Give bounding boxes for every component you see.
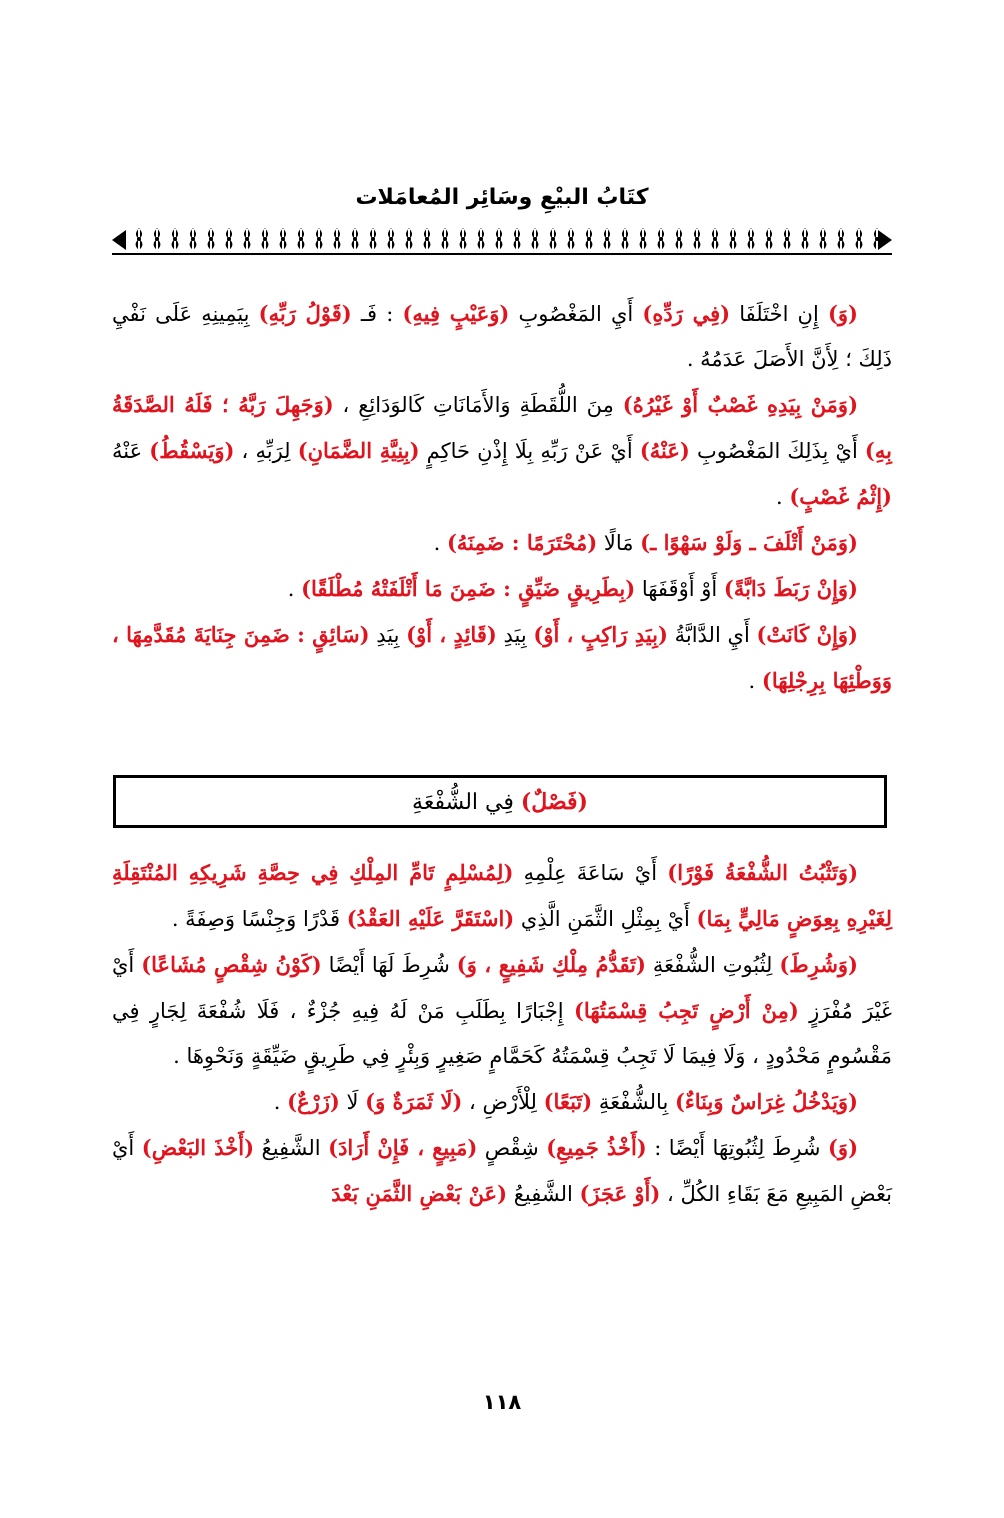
paragraph	[112, 850, 892, 942]
sharh-text: .	[433, 531, 447, 555]
matn-text: (وَإِنْ كَانَتْ)	[756, 622, 858, 647]
sharh-text: الشَّفِيعُ	[507, 1182, 580, 1206]
section-heading-box	[113, 775, 887, 828]
sharh-text: أَوْ أَوْقَفَهَا	[635, 577, 724, 601]
section-heading-label: (فَصْلٌ)	[520, 788, 588, 815]
paragraph	[112, 520, 892, 566]
matn-text: (وَ)	[827, 301, 858, 326]
matn-text: (عَنْهُ)	[639, 438, 690, 463]
matn-text: (سَائِقٍ : ضَمِنَ جِنَايَةَ مُقَدَّمِهَا ، وَوَطْئِهَا بِرِجْلِهَا)	[112, 622, 892, 693]
sharh-text: بِيَمِينِهِ عَلَى نَفْيِ ذَلِكَ ؛ لِأَنَّ الأَصَلَ عَدَمُهُ .	[112, 302, 892, 371]
sharh-text: أَيْ بِمِثْلِ الثَّمَنِ الَّذِي	[514, 907, 697, 931]
matn-text: (بِطَرِيقٍ ضَيِّقٍ : ضَمِنَ مَا أَتْلَفَتْهُ مُطْلَقًا)	[301, 576, 636, 601]
sharh-text: شُرِطَ لَهَا أَيْضًا	[321, 953, 457, 977]
sharh-text: .	[775, 485, 790, 509]
sharh-text: أَيِ الدَّابَّةُ	[667, 623, 757, 647]
matn-text: (لَا ثَمَرَةٌ وَ)	[365, 1089, 463, 1114]
matn-text: (أَخْذَ البَعْضِ)	[141, 1135, 255, 1160]
matn-text: (اسْتَقَرَّ عَلَيْهِ العَقْدُ)	[346, 906, 515, 931]
sharh-text: أَيِ المَغْصُوبِ	[509, 302, 643, 326]
section-heading-title: فِي الشُّفْعَةِ	[412, 789, 514, 815]
matn-text: (وَمَنْ بِيَدِهِ غَصْبٌ أَوْ غَيْرُهُ)	[622, 392, 859, 417]
paragraph	[112, 566, 892, 612]
matn-text: (وَيَدْخُلُ غِرَاسٌ وَبِنَاءٌ)	[674, 1089, 858, 1114]
sharh-text: بِيَدِ	[369, 623, 407, 647]
sharh-text: إِجْبَارًا بِطَلَبِ مَنْ لَهُ فِيهِ جُزْءٌ ، فَلَا شُفْعَةَ لِجَارٍ فِي مَقْسُومٍ مَحْدُودٍ ، وَلَا فِيمَا لَا تَجِبُ قِسْمَتُهُ كَحَمَّامٍ صَغِيرٍ وَبِئْرٍ فِي طَرِيقٍ ضَيِّقَةٍ وَنَحْوِهَا .	[112, 999, 892, 1068]
matn-text: (بِيَدِ رَاكِبٍ ، أَوْ)	[533, 622, 668, 647]
matn-text: (وَ)	[828, 1135, 859, 1160]
matn-text: (تَبَعًا)	[543, 1089, 593, 1114]
sharh-text: لَا	[339, 1090, 366, 1114]
matn-text: (وَعَيْبٍ فِيهِ)	[402, 301, 510, 326]
matn-text: (وَجَهِلَ رَبَّهُ ؛ فَلَهُ الصَّدَقَةُ بِهِ)	[112, 392, 892, 463]
sharh-text: عَنْهُ	[112, 439, 150, 463]
page-number: ١١٨	[482, 1390, 522, 1414]
sharh-text: .	[748, 669, 762, 693]
sharh-text: إِنِ اخْتَلَفَا	[730, 302, 828, 326]
text-block-lower	[112, 850, 892, 1217]
running-header-title: كتَابُ البيْعِ وسَائِر المُعامَلات	[355, 185, 649, 210]
matn-text: (عَنْ بَعْضِ الثَّمَنِ بَعْدَ	[331, 1181, 508, 1206]
matn-text: (وَمَنْ أَتْلَفَ ـ وَلَوْ سَهْوًا ـ)	[640, 530, 858, 555]
sharh-text: شِقْصٍ	[477, 1136, 547, 1160]
matn-text: (لِمُسْلِمٍ تَامِّ المِلْكِ فِي حِصَّةِ شَرِيكِهِ المُنْتَقِلَةِ لِغَيْرِهِ بِعِوَضٍ مَالِيٍّ بِمَا)	[112, 860, 892, 931]
paragraph	[112, 291, 892, 382]
sharh-text: أَيْ سَاعَةَ عِلْمِهِ	[513, 861, 668, 885]
matn-text: (مِنْ أَرْضٍ تَجِبُ قِسْمَتُهَا)	[574, 998, 799, 1023]
matn-text: (وَيَسْقُطُ)	[149, 438, 235, 463]
matn-text: (أَوْ عَجَزَ)	[579, 1181, 661, 1206]
matn-text: (مُحْتَرَمًا : ضَمِنَهُ)	[446, 530, 598, 555]
paragraph	[112, 942, 892, 1079]
matn-text: (قَوْلُ رَبِّهِ)	[258, 301, 352, 326]
sharh-text: قَدْرًا وَجِنْسًا وَصِفَةً .	[171, 907, 347, 931]
sharh-text: .	[273, 1090, 288, 1114]
sharh-text: أَيْ غَيْرَ مُفْرَزٍ	[112, 953, 892, 1023]
matn-text: (تَقَدُّمُ مِلْكِ شَفِيعٍ ، وَ)	[456, 952, 646, 977]
paragraph	[112, 612, 892, 704]
sharh-text: بِيَدِ	[496, 623, 534, 647]
text-block-upper	[112, 291, 892, 704]
paragraph	[112, 1079, 892, 1125]
sharh-text: .	[287, 577, 302, 601]
matn-text: (وَتَثْبُتُ الشُّفْعَةُ فَوْرًا)	[667, 860, 858, 885]
paragraph	[112, 382, 892, 520]
paragraph	[112, 1125, 892, 1217]
sharh-text: لِرَبِّهِ ،	[234, 439, 298, 463]
matn-text: (وَشُرِطَ)	[779, 952, 858, 977]
sharh-text: أَيْ بَعْضِ المَبِيعِ مَعَ بَقَاءِ الكُلِّ ،	[112, 1136, 892, 1206]
sharh-text: لِثُبُوتِ الشُّفْعَةِ	[645, 953, 780, 977]
matn-text: (وَإِنْ رَبَطَ دَابَّةً)	[723, 576, 858, 601]
sharh-text: : فَـ	[351, 302, 403, 326]
sharh-text: بِالشُّفْعَةِ	[592, 1090, 675, 1114]
sharh-text: أَيْ عَنْ رَبِّهِ بِلَا إِذْنِ حَاكِمٍ	[419, 439, 640, 463]
decorative-border-ornament	[112, 226, 892, 256]
matn-text: (فِي رَدِّهِ)	[642, 301, 731, 326]
sharh-text: شُرِطَ لِثُبُوتِهَا أَيْضًا :	[646, 1136, 828, 1160]
sharh-text: مَالًا	[597, 531, 641, 555]
matn-text: (قَائِدٍ ، أَوْ)	[406, 622, 497, 647]
sharh-text: الشَّفِيعُ	[254, 1136, 329, 1160]
section-heading	[412, 789, 588, 815]
matn-text: (بِنِيَّةِ الضَّمَانِ)	[297, 438, 420, 463]
matn-text: (كَوْنُ شِقْصٍ مُشَاعًا)	[141, 952, 322, 977]
matn-text: (إِثْمُ غَصْبٍ)	[789, 484, 892, 509]
matn-text: (مَبِيعٍ ، فَإِنْ أَرَادَ)	[328, 1135, 478, 1160]
sharh-text: مِنَ اللُّقَطَةِ وَالأَمَانَاتِ كَالوَدَائِعِ ،	[333, 393, 623, 417]
matn-text: (زَرْعٌ)	[287, 1089, 340, 1114]
sharh-text: أَيْ بِذَلِكَ المَغْصُوبِ	[689, 439, 865, 463]
matn-text: (أَخْذُ جَمِيعِ)	[546, 1135, 647, 1160]
sharh-text: لِلْأَرْضِ ،	[462, 1090, 544, 1114]
